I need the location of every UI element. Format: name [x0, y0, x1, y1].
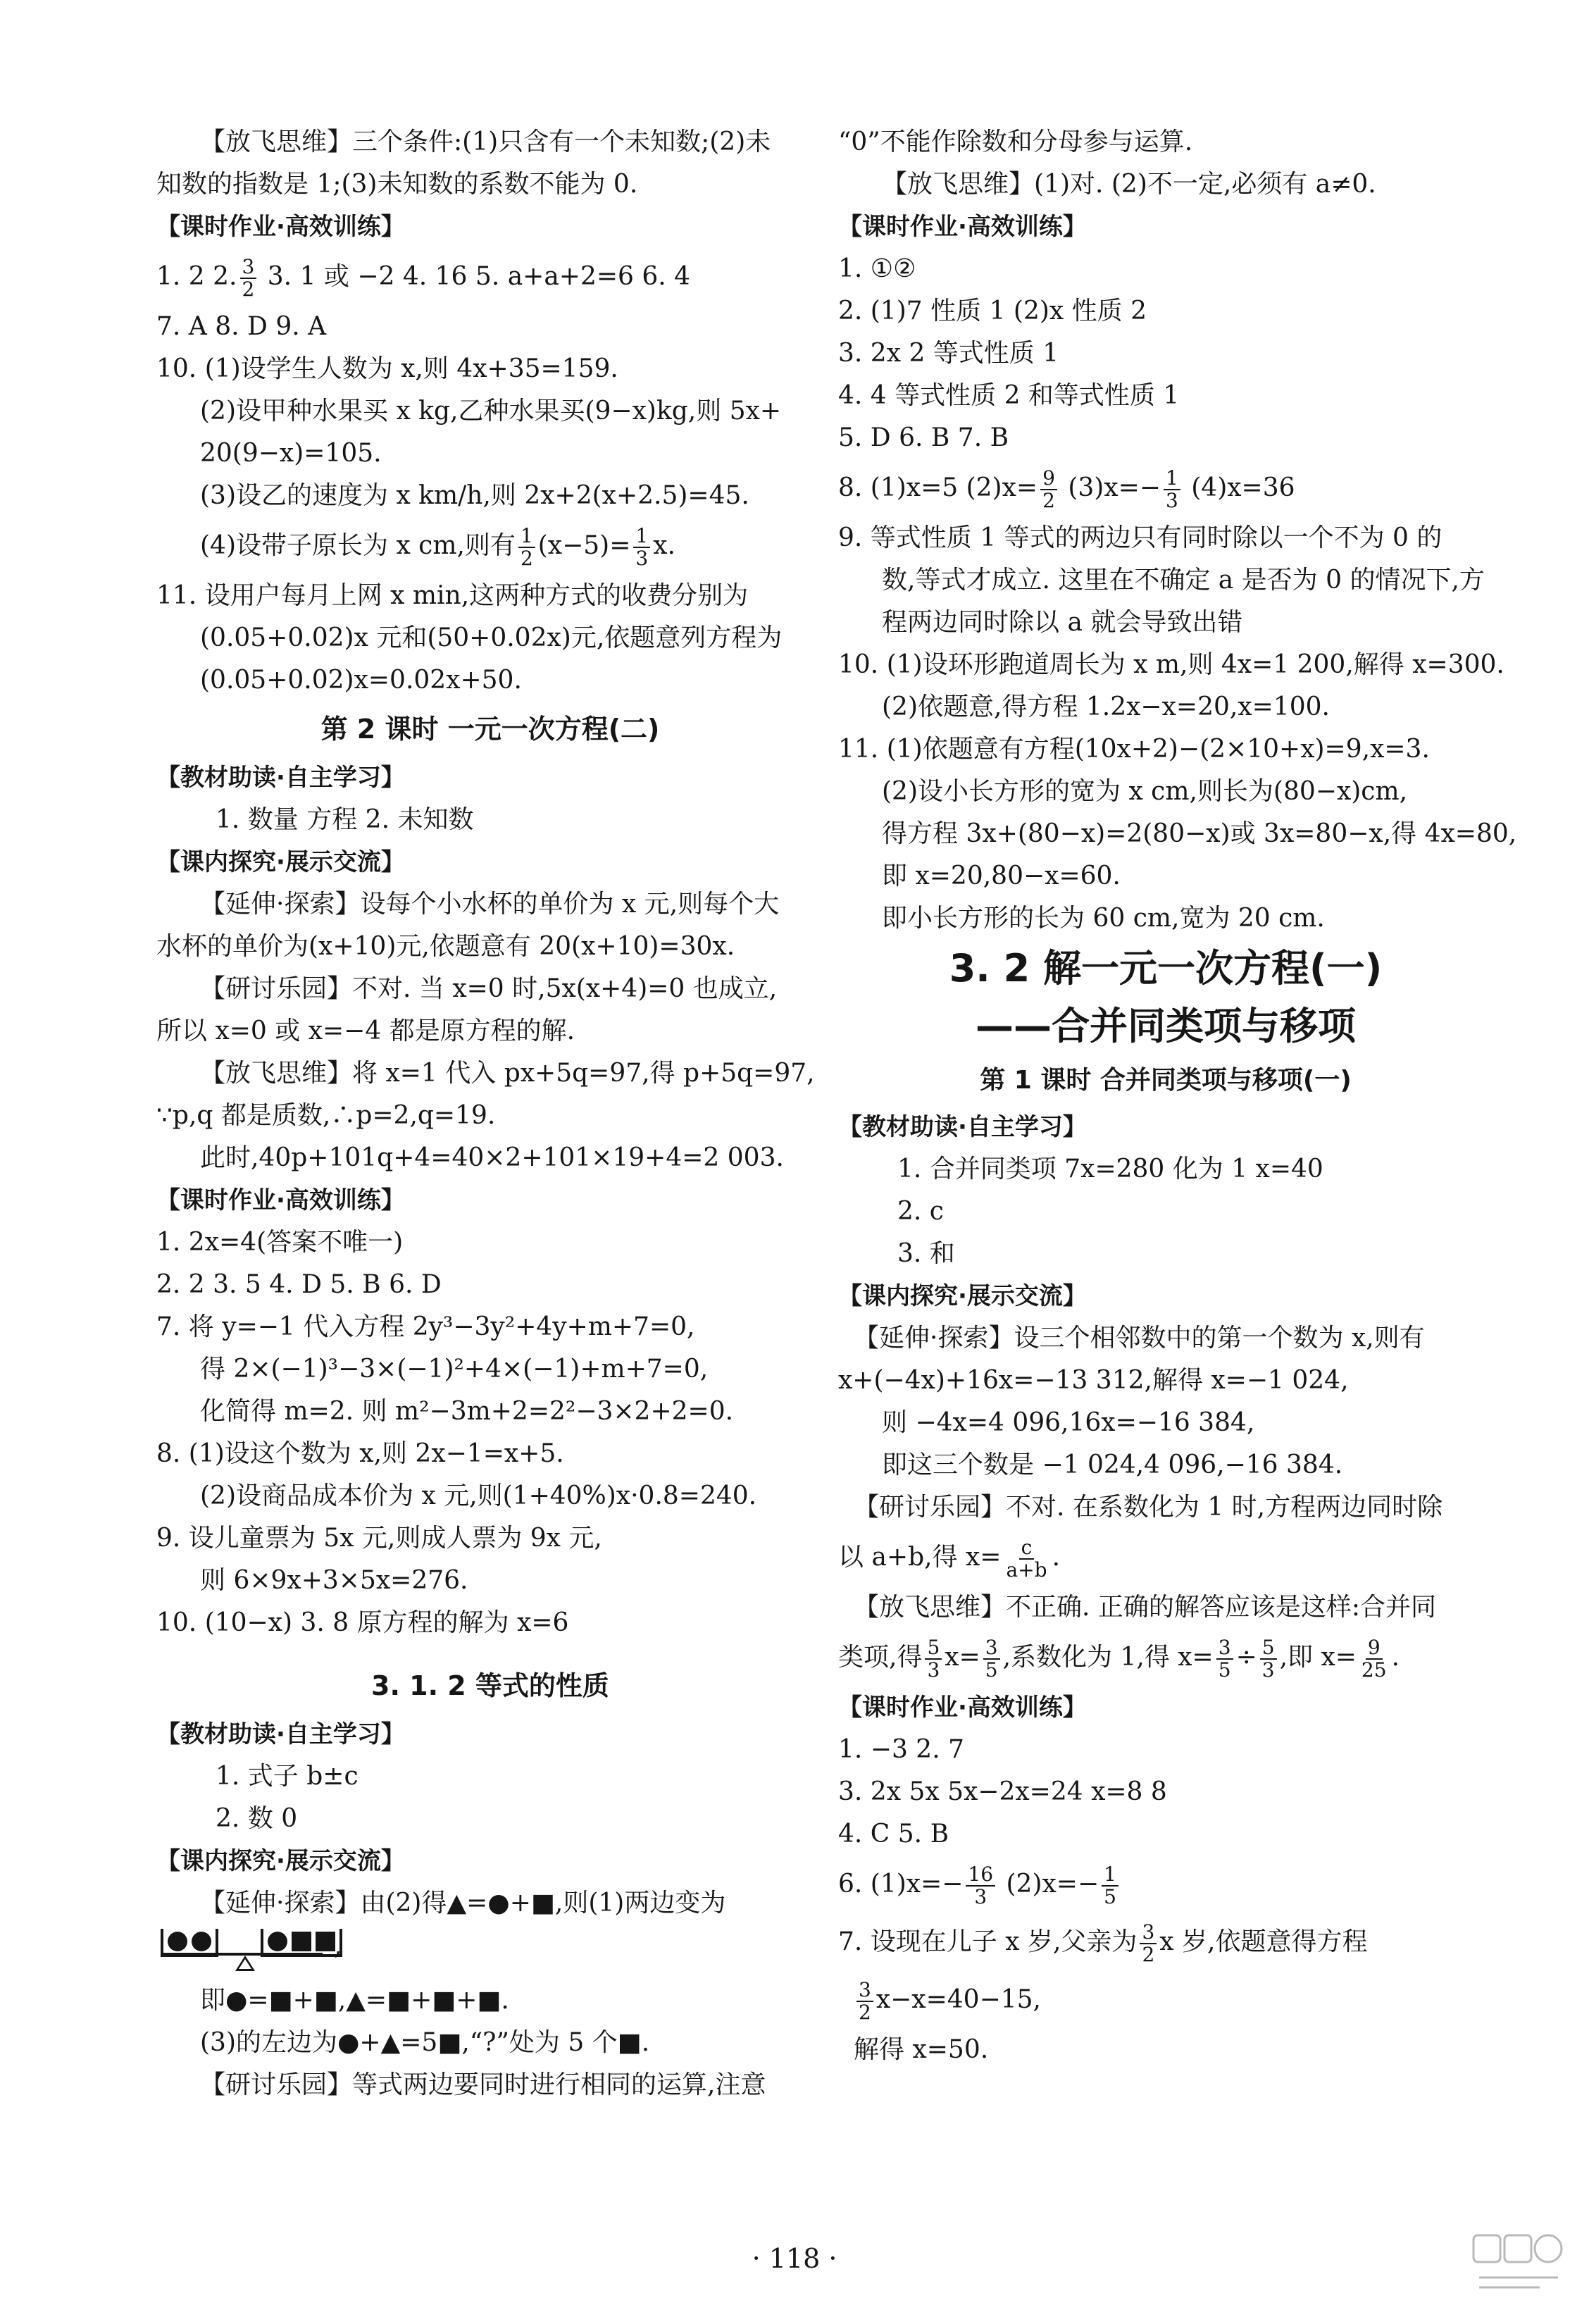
fraction: $\frac{1}{5}$	[1102, 1864, 1118, 1908]
answer-line: 1. 合并同类项 7x=280 化为 1 x=40	[897, 1155, 1323, 1183]
answer-line: 即●=■+■,▲=■+■+■.	[200, 1986, 509, 2015]
lesson-title: 第 2 课时 一元一次方程(二)	[320, 714, 660, 745]
section-header: 【课时作业·高效训练】	[156, 1186, 405, 1214]
answer-line: 1. ①②	[838, 254, 916, 283]
answer-line: 8. (1)设这个数为 x,则 2x−1=x+5.	[156, 1439, 564, 1468]
answer-line: (2)设甲种水果买 x kg,乙种水果买(9−x)kg,则 5x+	[200, 397, 782, 425]
answer-line: 【研讨乐园】不对. 当 x=0 时,5x(x+4)=0 也成立,	[200, 974, 778, 1003]
answer-line: 解得 x=50.	[854, 2035, 989, 2064]
square-icon	[292, 1932, 311, 1951]
answer-line: 【放飞思维】将 x=1 代入 px+5q=97,得 p+5q=97,	[200, 1059, 815, 1088]
answer-line: 【延伸·探索】由(2)得▲=●+■,则(1)两边变为	[200, 1889, 726, 1918]
answer-line: x+(−4x)+16x=−13 312,解得 x=−1 024,	[838, 1366, 1349, 1395]
answer-line: 10. (1)设环形跑道周长为 x m,则 4x=1 200,解得 x=300.	[838, 650, 1504, 679]
section-header: 【教材助读·自主学习】	[156, 1720, 405, 1748]
answer-line: (3)设乙的速度为 x km/h,则 2x+2(x+2.5)=45.	[200, 481, 749, 510]
section-header: 【课内探究·展示交流】	[156, 1847, 405, 1875]
answer-line: 则 6×9x+3×5x=276.	[200, 1566, 468, 1595]
answer-line: 【延伸·探索】设三个相邻数中的第一个数为 x,则有	[854, 1324, 1425, 1353]
answer-line: 6. (1)x=− $\frac{16}{3}$ (2)x=− $\frac{1}{5}$	[838, 1856, 1493, 1913]
answer-line: 4. 4 等式性质 2 和等式性质 1	[838, 381, 1180, 410]
fraction: $\frac{9}{25}$	[1361, 1636, 1387, 1682]
section-header: 【课内探究·展示交流】	[838, 1282, 1087, 1310]
answer-line: (2)设商品成本价为 x 元,则(1+40%)x·0.8=240.	[200, 1481, 757, 1510]
circle-icon	[192, 1932, 211, 1951]
answer-line: 即这三个数是 −1 024,4 096,−16 384.	[882, 1450, 1343, 1479]
answer-line: 以 a+b,得 x= $\frac{c}{a+b}$ .	[838, 1536, 1061, 1582]
answer-line: 4. C 5. B	[838, 1820, 949, 1848]
answer-line: 20(9−x)=105.	[200, 439, 382, 468]
left-column	[156, 121, 824, 2106]
answer-line: 10. (10−x) 3. 8 原方程的解为 x=6	[156, 1608, 569, 1637]
answer-line: 7. 将 y=−1 代入方程 2y³−3y²+4y+m+7=0,	[156, 1312, 695, 1341]
answer-line: 【放飞思维】(1)对. (2)不一定,必须有 a≠0.	[882, 170, 1376, 199]
answer-line: 即小长方形的长为 60 cm,宽为 20 cm.	[882, 904, 1325, 933]
answer-line: 7. A 8. D 9. A	[156, 312, 327, 341]
answer-line: (0.05+0.02)x=0.02x+50.	[200, 666, 522, 695]
answer-line: ∵p,q 都是质数,∴p=2,q=19.	[156, 1101, 496, 1130]
answer-line: 【延伸·探索】设每个小水杯的单价为 x 元,则每个大	[200, 890, 780, 919]
answer-line: 【研讨乐园】不对. 在系数化为 1 时,方程两边同时除	[854, 1493, 1443, 1522]
circle-icon	[268, 1932, 287, 1951]
right-column	[838, 121, 1517, 2071]
answer-line: 【放飞思维】三个条件:(1)只含有一个未知数;(2)未	[200, 128, 771, 156]
answer-line: 化简得 m=2. 则 m²−3m+2=2²−3×2+2=0.	[200, 1397, 734, 1426]
fraction: $\frac{16}{3}$	[966, 1864, 995, 1908]
answer-line: 知数的指数是 1;(3)未知数的系数不能为 0.	[156, 170, 638, 199]
answer-line: 2. c	[897, 1197, 944, 1226]
triangle-pivot-icon	[235, 1956, 255, 1971]
answer-line: 11. (1)依题意有方程(10x+2)−(2×10+x)=9,x=3.	[838, 735, 1430, 764]
section-header: 【课时作业·高效训练】	[156, 213, 405, 241]
right-pan	[261, 1929, 342, 1957]
answer-line: 即 x=20,80−x=60.	[882, 862, 1121, 890]
answer-line: (0.05+0.02)x 元和(50+0.02x)元,依题意列方程为	[200, 623, 783, 652]
answer-line: 1. 式子 b±c	[216, 1762, 359, 1791]
answer-line: 3. 和	[897, 1239, 955, 1268]
answer-line: 8. (1)x=5 (2)x= $\frac{9}{2}$ (3)x=− $\frac{1}{3}$ (4)x=36	[838, 466, 1295, 512]
answer-line: 1. 数量 方程 2. 未知数	[216, 805, 474, 834]
page-number: · 118 ·	[752, 2243, 837, 2274]
left-pan	[161, 1929, 218, 1957]
answer-line: 9. 等式性质 1 等式的两边只有同时除以一个不为 0 的	[838, 523, 1442, 552]
answer-line: $\frac{3}{2}$ x−x=40−15,	[838, 1971, 1493, 2029]
fraction: $\frac{3}{2}$	[856, 1980, 873, 2023]
answer-line: (2)依题意,得方程 1.2x−x=20,x=100.	[882, 692, 1330, 721]
fraction: $\frac{1}{3}$	[633, 526, 650, 569]
answer-line: 所以 x=0 或 x=−4 都是原方程的解.	[156, 1017, 575, 1045]
section-header: 【教材助读·自主学习】	[156, 764, 405, 792]
fraction: $\frac{1}{3}$	[1164, 468, 1180, 511]
section-subtitle: ——合并同类项与移项	[976, 1004, 1356, 1048]
answer-line: 9. 设儿童票为 5x 元,则成人票为 9x 元,	[156, 1524, 602, 1553]
answer-line: 此时,40p+101q+4=40×2+101×19+4=2 003.	[200, 1143, 784, 1172]
fraction: $\frac{3}{2}$	[240, 256, 257, 300]
answer-line: “0”不能作除数和分母参与运算.	[838, 128, 1193, 156]
fraction: $\frac{c}{a+b}$	[1006, 1536, 1047, 1582]
answer-line: 1. −3 2. 7	[838, 1735, 964, 1764]
answer-line: 3. 2x 5x 5x−2x=24 x=8 8	[838, 1777, 1167, 1806]
fraction: $\frac{1}{2}$	[518, 526, 535, 569]
answer-line: 2. 数 0	[216, 1804, 298, 1833]
answer-line: 数,等式才成立. 这里在不确定 a 是否为 0 的情况下,方	[882, 566, 1485, 595]
answer-line: 则 −4x=4 096,16x=−16 384,	[882, 1408, 1255, 1437]
answer-line: 类项,得 $\frac{5}{3}$ x= $\frac{3}{5}$ ,系数化为 1,得 x= $\frac{3}{5}$ ÷ $\frac{5}{3}$ ,即 x= $\frac{9}{25}$ .	[838, 1636, 1400, 1682]
answer-line: 得 2×(−1)³−3×(−1)²+4×(−1)+m+7=0,	[200, 1355, 709, 1384]
answer-line: 2. (1)7 性质 1 (2)x 性质 2	[838, 297, 1147, 325]
fraction: $\frac{9}{2}$	[1040, 468, 1057, 511]
fraction: $\frac{3}{5}$	[983, 1637, 1000, 1681]
answer-line: 11. 设用户每月上网 x min,这两种方式的收费分别为	[156, 581, 749, 610]
square-icon	[316, 1932, 335, 1951]
answer-line: 7. 设现在儿子 x 岁,父亲为 $\frac{3}{2}$ x 岁,依题意得方程	[838, 1920, 1368, 1966]
answer-line: (4)设带子原长为 x cm,则有 $\frac{1}{2}$ (x−5)= $\frac{1}{3}$ x.	[200, 524, 675, 570]
answer-line: 【放飞思维】不正确. 正确的解答应该是这样:合并同	[854, 1593, 1437, 1622]
fraction: $\frac{3}{2}$	[1140, 1922, 1157, 1965]
watermark-logo	[1469, 2228, 1568, 2299]
answer-line: 得方程 3x+(80−x)=2(80−x)或 3x=80−x,得 4x=80,	[882, 819, 1517, 848]
answer-line: 5. D 6. B 7. B	[838, 423, 1009, 452]
fraction: $\frac{5}{3}$	[1260, 1637, 1277, 1681]
answer-line: 2. 2 3. 5 4. D 5. B 6. D	[156, 1270, 442, 1299]
section-header: 【课时作业·高效训练】	[838, 1694, 1087, 1722]
answer-line: (3)的左边为●+▲=5■,“?”处为 5 个■.	[200, 2028, 650, 2057]
section-title: 3. 2 解一元一次方程(一)	[949, 946, 1383, 990]
section-header: 【课时作业·高效训练】	[838, 213, 1087, 241]
section-header: 【课内探究·展示交流】	[156, 848, 405, 876]
lesson-title: 第 1 课时 合并同类项与移项(一)	[980, 1066, 1352, 1095]
fraction: $\frac{3}{5}$	[1216, 1637, 1233, 1681]
section-title: 3. 1. 2 等式的性质	[371, 1670, 609, 1701]
circle-icon	[168, 1932, 187, 1951]
answer-line: 1. 2 2. $\frac{3}{2}$ 3. 1 或 −2 4. 16 5. a+a+2=6 6. 4	[156, 255, 691, 301]
answer-line: 10. (1)设学生人数为 x,则 4x+35=159.	[156, 354, 618, 383]
answer-line: 水杯的单价为(x+10)元,依题意有 20(x+10)=30x.	[156, 932, 735, 961]
answer-line: 1. 2x=4(答案不唯一)	[156, 1228, 404, 1257]
answer-line: (2)设小长方形的宽为 x cm,则长为(80−x)cm,	[882, 777, 1408, 806]
answer-line: 【研讨乐园】等式两边要同时进行相同的运算,注意	[200, 2070, 766, 2099]
section-header: 【教材助读·自主学习】	[838, 1113, 1087, 1141]
answer-line: 3. 2x 2 等式性质 1	[838, 339, 1059, 368]
balance-scale-figure: ,	[156, 1925, 824, 1980]
answer-line: 程两边同时除以 a 就会导致出错	[882, 608, 1243, 637]
fraction: $\frac{5}{3}$	[925, 1637, 942, 1681]
